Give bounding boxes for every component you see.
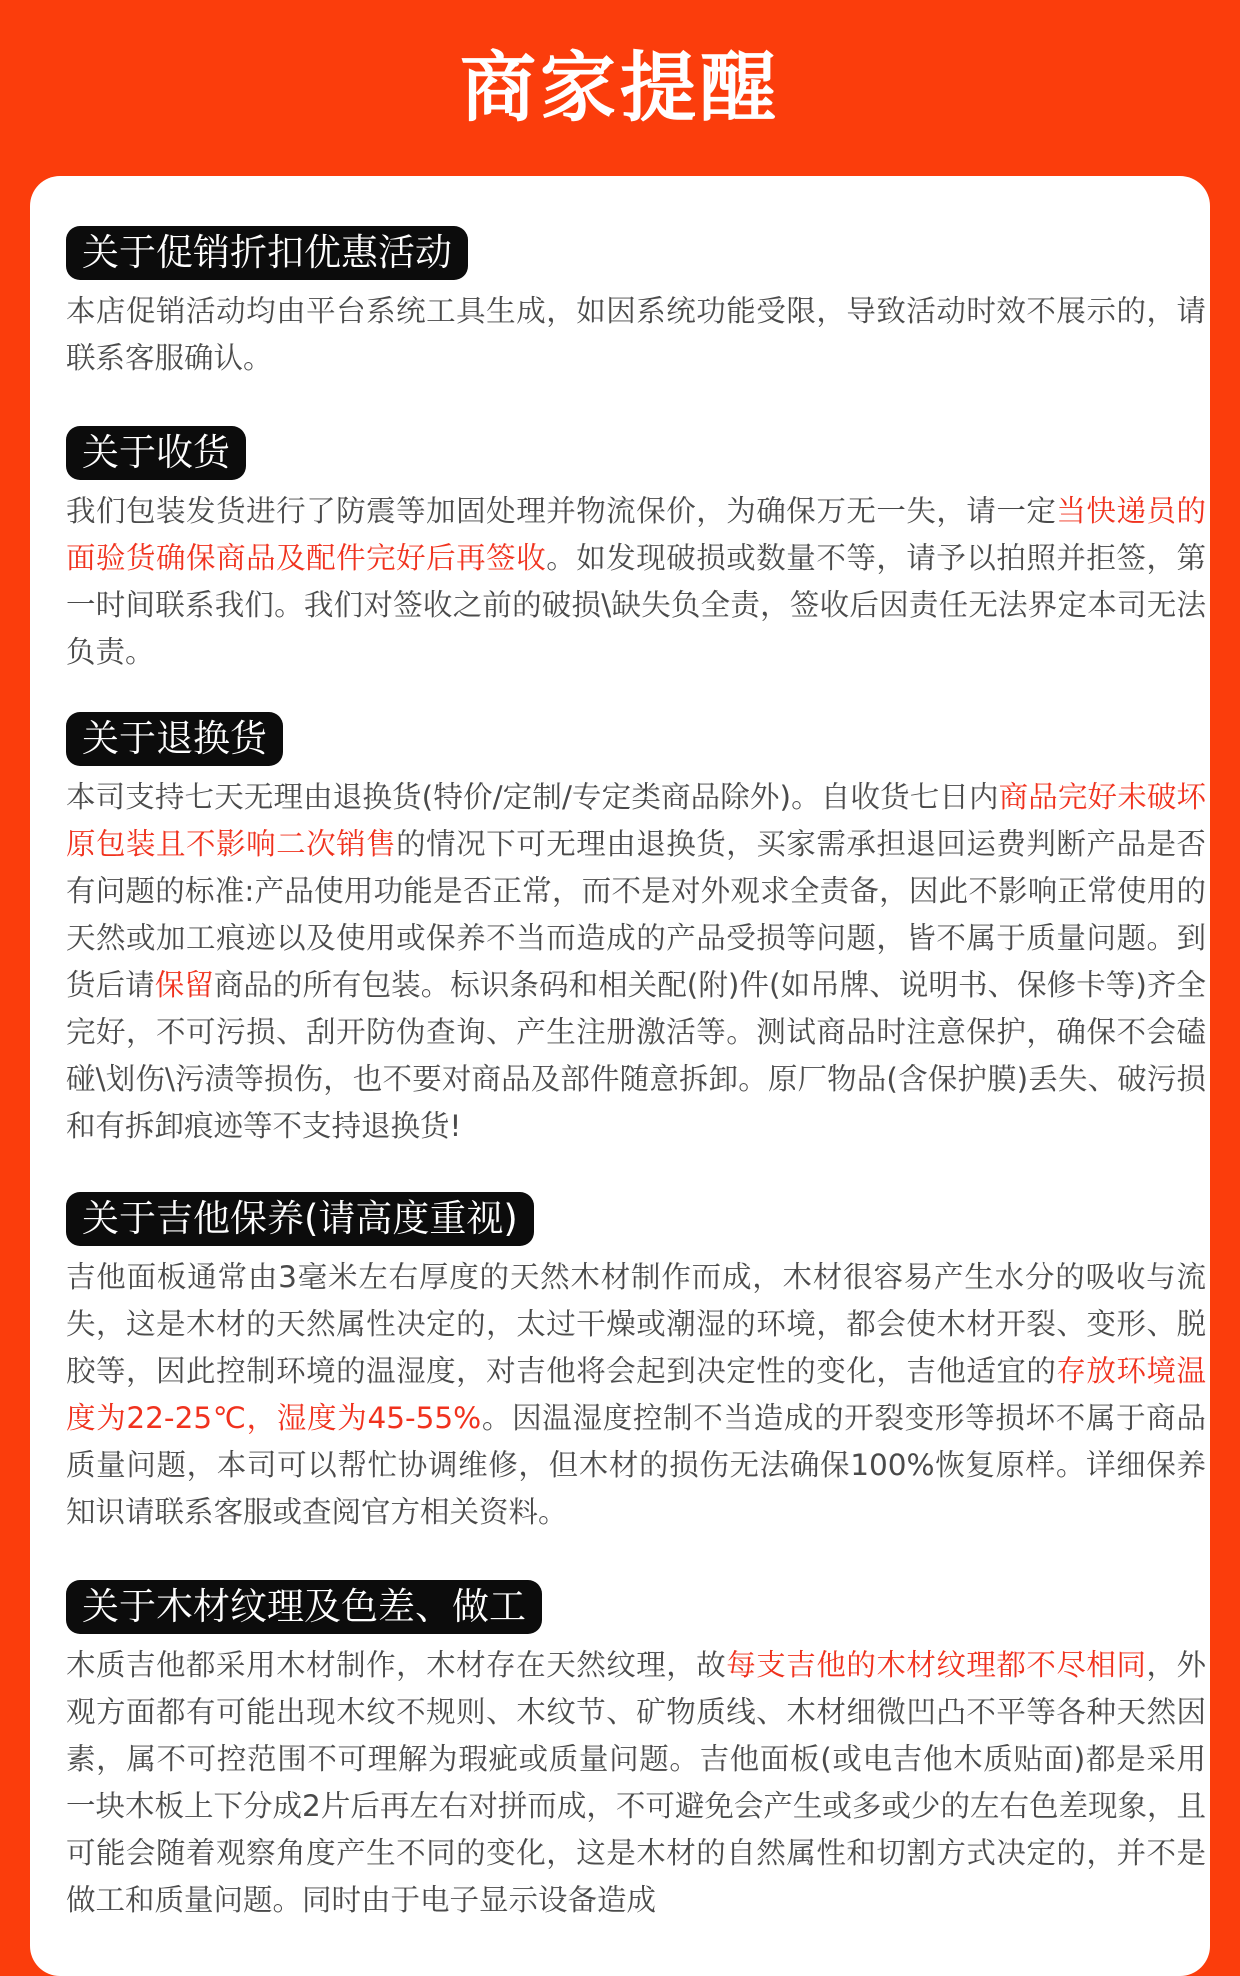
body-text: 的情况下可无理由退换货，买家需承担退回运费判断产品是否有问题的标准:产品使用功能是否正常，而不是对外观求全责备，因此不影响正常使用的天然或加工痕迹以及使用或保养不当而造成的产品受损等问题，皆不属于质量问题。到货后请 (66, 827, 1206, 1002)
section-heading: 关于收货 (66, 426, 246, 480)
body-text: 。如发现破损或数量不等，请予以拍照并拒签，第一时间联系我们。我们对签收之前的破损\缺失负全责，签收后因责任无法界定本司无法负责。 (66, 541, 1206, 669)
section-body (66, 288, 1206, 382)
highlighted-text: 每支吉他的木材纹理都不尽相同 (726, 1648, 1147, 1682)
section-receiving (66, 426, 1206, 676)
section-returns (66, 712, 1206, 1150)
section-heading: 关于木材纹理及色差、做工 (66, 1580, 542, 1634)
page-title: 商家提醒 (460, 43, 780, 132)
notice-card (30, 176, 1210, 1976)
section-body (66, 1254, 1206, 1536)
section-guitar-care (66, 1192, 1206, 1536)
section-heading: 关于吉他保养(请高度重视) (66, 1192, 534, 1246)
section-wood-grain (66, 1580, 1206, 1924)
section-heading: 关于促销折扣优惠活动 (66, 226, 468, 280)
body-text: 商品的所有包装。标识条码和相关配(附)件(如吊牌、说明书、保修卡等)齐全完好，不可污损、刮开防伪查询、产生注册激活等。测试商品时注意保护，确保不会磕碰\划伤\污渍等损伤，也不要对商品及部件随意拆卸。原厂物品(含保护膜)丢失、破污损和有拆卸痕迹等不支持退换货! (66, 968, 1206, 1143)
body-text: 吉他面板通常由3毫米左右厚度的天然木材制作而成，木材很容易产生水分的吸收与流失，这是木材的天然属性决定的，太过干燥或潮湿的环境，都会使木材开裂、变形、脱胶等，因此控制环境的温湿度，对吉他将会起到决定性的变化，吉他适宜的 (66, 1260, 1206, 1388)
body-text: 我们包装发货进行了防震等加固处理并物流保价，为确保万无一失，请一定 (66, 494, 1057, 528)
section-body (66, 1642, 1206, 1924)
highlighted-text: 保留 (154, 968, 214, 1002)
body-text: 木质吉他都采用木材制作，木材存在天然纹理，故 (66, 1648, 727, 1682)
body-text: ，外观方面都有可能出现木纹不规则、木纹节、矿物质线、木材细微凹凸不平等各种天然因素，属不可控范围不可理解为瑕疵或质量问题。吉他面板(或电吉他木质贴面)都是采用一块木板上下分成2片后再左右对拼而成，不可避免会产生或多或少的左右色差现象，且可能会随着观察角度产生不同的变化，这是木材的自然属性和切割方式决定的，并不是做工和质量问题。同时由于电子显示设备造成 (66, 1648, 1206, 1917)
body-text: 。因温湿度控制不当造成的开裂变形等损坏不属于商品质量问题，本司可以帮忙协调维修，但木材的损伤无法确保100%恢复原样。详细保养知识请联系客服或查阅官方相关资料。 (66, 1401, 1206, 1529)
highlighted-text: 存放环境温度为22-25℃，湿度为45-55% (66, 1354, 1206, 1435)
section-heading: 关于退换货 (66, 712, 283, 766)
body-text: 本司支持七天无理由退换货(特价/定制/专定类商品除外)。自收货七日内 (66, 780, 999, 814)
section-promotion (66, 226, 1206, 382)
highlighted-text: 当快递员的面验货确保商品及配件完好后再签收 (66, 494, 1206, 575)
section-body (66, 488, 1206, 676)
section-body (66, 774, 1206, 1150)
highlighted-text: 商品完好未破坏原包装且不影响二次销售 (66, 780, 1206, 861)
body-text: 本店促销活动均由平台系统工具生成，如因系统功能受限，导致活动时效不展示的，请联系客服确认。 (66, 294, 1206, 375)
